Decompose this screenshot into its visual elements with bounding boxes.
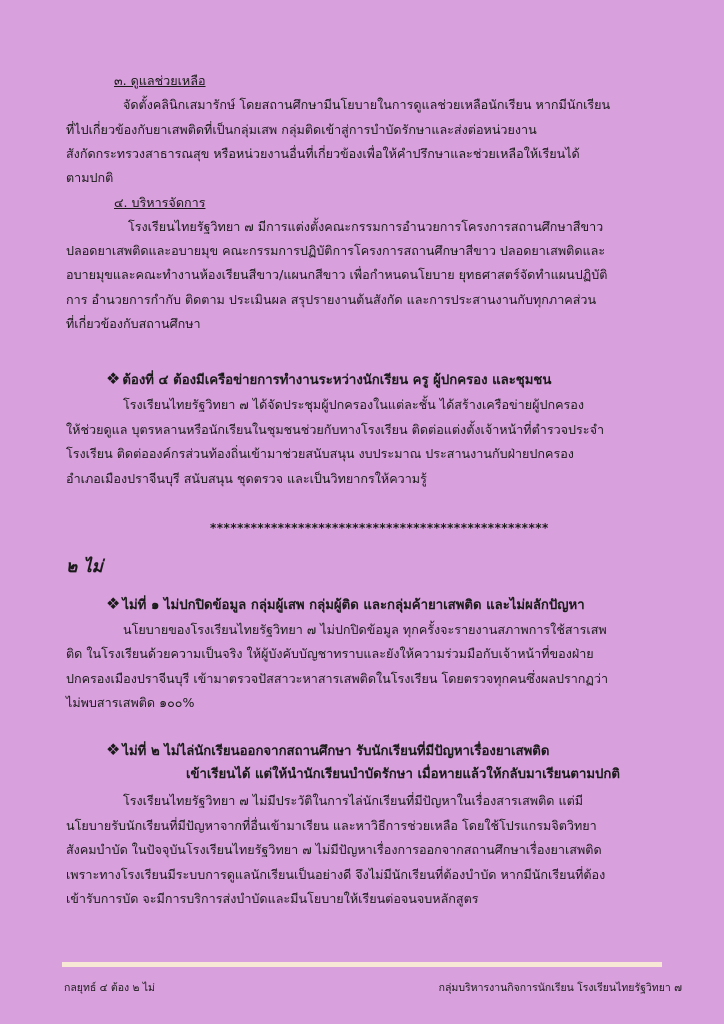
two-no-heading: ๒ ไม่: [66, 557, 103, 577]
no2-line-3: สังคมบำบัด ในปัจจุบันโรงเรียนไทยรัฐวิทยา ๗ ไม่มีปัญหาเรื่องการออกจากสถานศึกษาเรื่องยาเสพติด: [66, 842, 602, 857]
section4-line-2: ปลอดยาเสพติดและอบายมุข คณะกรรมการปฏิบัติการโครงการสถานศึกษาสีขาว ปลอดยาเสพติดและ: [66, 243, 606, 258]
section4-heading: ๔. บริหารจัดการ: [114, 195, 206, 210]
diamond-bullet-icon: ❖: [106, 740, 121, 759]
diamond-bullet-icon: ❖: [106, 369, 121, 388]
must4-heading-row: [106, 370, 551, 390]
must4-line-1: โรงเรียนไทยรัฐวิทยา ๗ ได้จัดประชุมผู้ปกครองในแต่ละชั้น ได้สร้างเครือข่ายผู้ปกครอง: [123, 397, 585, 412]
no1-heading: ไม่ที่ ๑ ไม่ปกปิดข้อมูล กลุ่มผู้เสพ กลุ่มผู้ติด และกลุ่มค้ายาเสพติด และไม่ผลักปัญหา: [122, 598, 585, 613]
no2-line-1: โรงเรียนไทยรัฐวิทยา ๗ ไม่มีประวัติในการไล่นักเรียนที่มีปัญหาในเรื่องสารเสพติด แต่มี: [123, 793, 584, 808]
no2-heading-line-2: เข้าเรียนได้ แต่ให้นำนักเรียนบำบัดรักษา เมื่อหายแล้วให้กลับมาเรียนตามปกติ: [186, 767, 620, 782]
section3-line-4: ตามปกติ: [66, 170, 114, 185]
must4-line-3: โรงเรียน ติดต่อองค์กรส่วนท้องถิ่นเข้ามาช่วยสนับสนุน งบประมาณ ประสานงานกับฝ่ายปกครอง: [66, 446, 574, 461]
must4-line-4: อำเภอเมืองปราจีนบุรี สนับสนุน ชุดตรวจ และเป็นวิทยากรให้ความรู้: [66, 471, 427, 486]
no1-line-1: นโยบายของโรงเรียนไทยรัฐวิทยา ๗ ไม่ปกปิดข้อมูล ทุกครั้งจะรายงานสภาพการใช้สารเสพ: [123, 622, 607, 637]
no2-heading-row: [106, 741, 549, 761]
separator-stars: **************************************************: [210, 521, 549, 535]
diamond-bullet-icon: ❖: [106, 594, 121, 613]
footer-right: กลุ่มบริหารงานกิจการนักเรียน โรงเรียนไทยรัฐวิทยา ๗: [438, 982, 682, 994]
no1-heading-row: [106, 595, 585, 615]
section4-line-1: โรงเรียนไทยรัฐวิทยา ๗ มีการแต่งตั้งคณะกรรมการอำนวยการโครงการสถานศึกษาสีขาว: [128, 219, 604, 234]
section3-line-3: สังกัดกระทรวงสาธารณสุข หรือหน่วยงานอื่นที่เกี่ยวข้องเพื่อให้คำปรึกษาและช่วยเหลือให้เรียนได้: [66, 146, 580, 161]
section3-line-2: ที่ไปเกี่ยวข้องกับยาเสพติดที่เป็นกลุ่มเสพ กลุ่มติดเข้าสู่การบำบัดรักษาและส่งต่อหน่วยงาน: [66, 122, 537, 137]
no1-line-4: ไม่พบสารเสพติด ๑๐๐%: [66, 695, 195, 710]
section4-line-3: อบายมุขและคณะทำงานห้องเรียนสีขาว/แผนกสีขาว เพื่อกำหนดนโยบาย ยุทธศาสตร์จัดทำแผนปฏิบัติ: [66, 267, 608, 282]
no2-heading-line-1: ไม่ที่ ๒ ไม่ไล่นักเรียนออกจากสถานศึกษา รับนักเรียนที่มีปัญหาเรื่องยาเสพติด: [122, 744, 550, 759]
section4-line-5: ที่เกี่ยวข้องกับสถานศึกษา: [66, 316, 201, 331]
footer-left: กลยุทธ์ ๔ ต้อง ๒ ไม่: [64, 982, 155, 994]
section3-line-1: จัดตั้งคลินิกเสมารักษ์ โดยสถานศึกษามีนโยบายในการดูแลช่วยเหลือนักเรียน หากมีนักเรียน: [123, 97, 611, 112]
section3-heading: ๓. ดูแลช่วยเหลือ: [114, 73, 206, 88]
must4-heading: ต้องที่ ๔ ต้องมีเครือข่ายการทำงานระหว่างนักเรียน ครู ผู้ปกครอง และชุมชน: [122, 373, 552, 388]
footer-divider: [62, 962, 662, 967]
no1-line-2: ติด ในโรงเรียนด้วยความเป็นจริง ให้ผู้บังคับบัญชาทราบและยังให้ความร่วมมือกับเจ้าหน้าที่ของฝ่าย: [66, 646, 594, 661]
no2-line-2: นโยบายรับนักเรียนที่มีปัญหาจากที่อื่นเข้ามาเรียน และหาวิธีการช่วยเหลือ โดยใช้โปรแกรมจิตวิทยา: [66, 818, 597, 833]
no1-line-3: ปกครองเมืองปราจีนบุรี เข้ามาตรวจปัสสาวะหาสารเสพติดในโรงเรียน โดยตรวจทุกคนซึ่งผลปรากฏว่า: [66, 671, 609, 686]
no2-line-5: เข้ารับการบัด จะมีการบริการส่งบำบัดและมีนโยบายให้เรียนต่อจนจบหลักสูตร: [66, 891, 479, 906]
no2-line-4: เพราะทางโรงเรียนมีระบบการดูแลนักเรียนเป็นอย่างดี จึงไม่มีนักเรียนที่ต้องบำบัด หากมีนักเรียนที่ต้อง: [66, 867, 606, 882]
must4-line-2: ให้ช่วยดูแล บุตรหลานหรือนักเรียนในชุมชนช่วยกับทางโรงเรียน ติดต่อแต่งตั้งเจ้าหน้าที่ตำรวจประจำ: [66, 422, 605, 437]
section4-line-4: การ อำนวยการกำกับ ติดตาม ประเมินผล สรุปรายงานต้นสังกัด และการประสานงานกับทุกภาคส่วน: [66, 292, 597, 307]
